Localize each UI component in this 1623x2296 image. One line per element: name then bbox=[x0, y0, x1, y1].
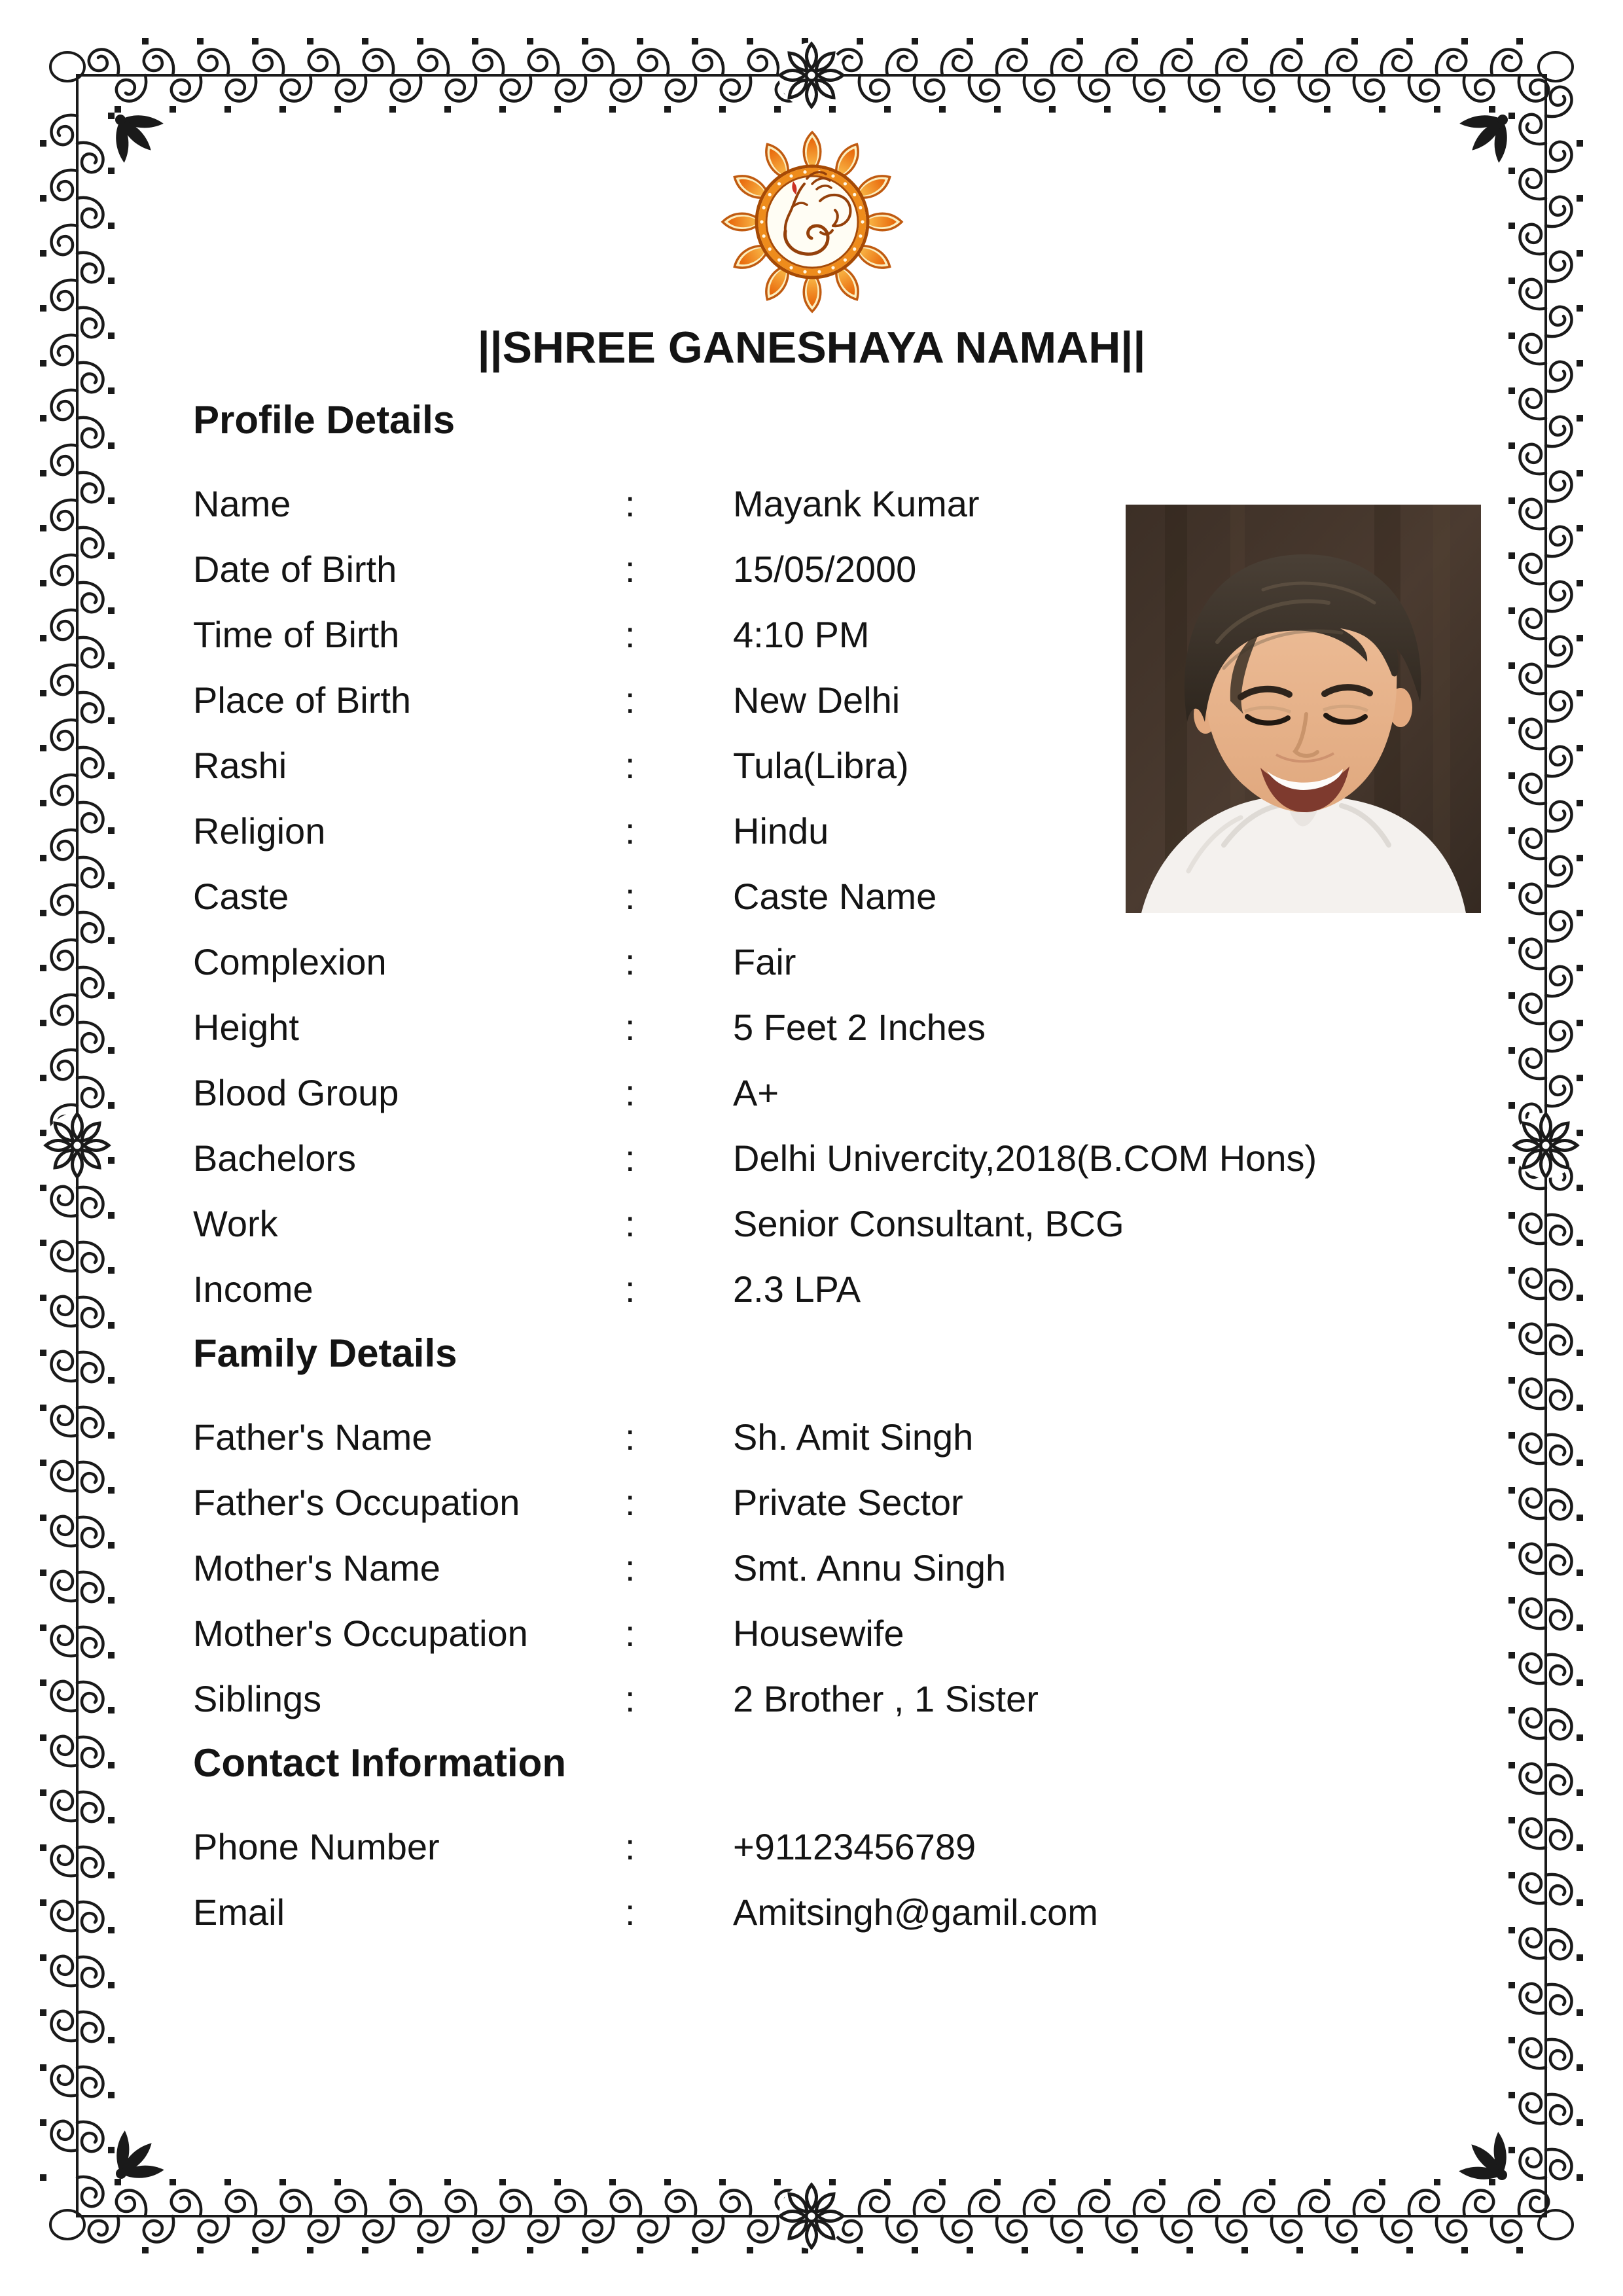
colon-separator: : bbox=[625, 876, 635, 917]
colon-separator: : bbox=[625, 1826, 635, 1867]
ganesha-mandala-icon bbox=[720, 130, 904, 318]
field-value: 5 Feet 2 Inches bbox=[733, 1007, 986, 1048]
field-value: 2 Brother , 1 Sister bbox=[733, 1678, 1039, 1719]
field-value: Delhi Univercity,2018(B.COM Hons) bbox=[733, 1138, 1317, 1179]
colon-separator: : bbox=[625, 1007, 635, 1048]
field-label: Work bbox=[193, 1203, 278, 1244]
field-value: Hindu bbox=[733, 810, 829, 852]
field-label: Email bbox=[193, 1892, 285, 1933]
field-label: Father's Name bbox=[193, 1416, 433, 1458]
field-value: Fair bbox=[733, 941, 796, 982]
colon-separator: : bbox=[625, 1482, 635, 1523]
field-value: A+ bbox=[733, 1072, 779, 1113]
colon-separator: : bbox=[625, 1613, 635, 1654]
field-value: Sh. Amit Singh bbox=[733, 1416, 974, 1458]
field-label: Income bbox=[193, 1268, 313, 1310]
biodata-row bbox=[193, 1814, 1476, 1880]
field-value: Tula(Libra) bbox=[733, 745, 909, 786]
field-label: Mother's Occupation bbox=[193, 1613, 528, 1654]
biodata-row bbox=[193, 1060, 1476, 1126]
colon-separator: : bbox=[625, 1892, 635, 1933]
field-value: Amitsingh@gamil.com bbox=[733, 1892, 1098, 1933]
biodata-row bbox=[193, 1257, 1476, 1322]
colon-separator: : bbox=[625, 810, 635, 852]
colon-separator: : bbox=[625, 1678, 635, 1719]
colon-separator: : bbox=[625, 941, 635, 982]
biodata-row bbox=[193, 1126, 1476, 1191]
field-value: Mayank Kumar bbox=[733, 483, 980, 524]
colon-separator: : bbox=[625, 1138, 635, 1179]
field-label: Phone Number bbox=[193, 1826, 440, 1867]
field-value: Housewife bbox=[733, 1613, 904, 1654]
field-label: Date of Birth bbox=[193, 548, 397, 590]
field-label: Caste bbox=[193, 876, 289, 917]
field-label: Complexion bbox=[193, 941, 387, 982]
colon-separator: : bbox=[625, 1072, 635, 1113]
colon-separator: : bbox=[625, 1268, 635, 1310]
profile-photo bbox=[1126, 505, 1481, 913]
biodata-row bbox=[193, 1666, 1476, 1732]
field-label: Rashi bbox=[193, 745, 287, 786]
field-label: Religion bbox=[193, 810, 326, 852]
field-value: Caste Name bbox=[733, 876, 937, 917]
colon-separator: : bbox=[625, 1203, 635, 1244]
biodata-row bbox=[193, 995, 1476, 1060]
biodata-row bbox=[193, 1405, 1476, 1470]
field-label: Bachelors bbox=[193, 1138, 357, 1179]
colon-separator: : bbox=[625, 614, 635, 655]
field-label: Siblings bbox=[193, 1678, 322, 1719]
field-value: Private Sector bbox=[733, 1482, 963, 1523]
colon-separator: : bbox=[625, 483, 635, 524]
biodata-row bbox=[193, 1191, 1476, 1257]
field-label: Mother's Name bbox=[193, 1547, 440, 1588]
colon-separator: : bbox=[625, 1416, 635, 1458]
section-heading-family-details: Family Details bbox=[193, 1331, 457, 1375]
field-label: Time of Birth bbox=[193, 614, 400, 655]
field-label: Blood Group bbox=[193, 1072, 399, 1113]
colon-separator: : bbox=[625, 1547, 635, 1588]
field-label: Father's Occupation bbox=[193, 1482, 520, 1523]
field-value: 2.3 LPA bbox=[733, 1268, 861, 1310]
field-label: Place of Birth bbox=[193, 679, 412, 721]
section-heading-profile-details: Profile Details bbox=[193, 398, 455, 442]
field-value: New Delhi bbox=[733, 679, 901, 721]
field-value: Senior Consultant, BCG bbox=[733, 1203, 1124, 1244]
biodata-row bbox=[193, 1535, 1476, 1601]
biodata-row bbox=[193, 1880, 1476, 1945]
field-label: Height bbox=[193, 1007, 299, 1048]
biodata-row bbox=[193, 1470, 1476, 1535]
field-value: Smt. Annu Singh bbox=[733, 1547, 1007, 1588]
colon-separator: : bbox=[625, 745, 635, 786]
invocation-title: ||SHREE GANESHAYA NAMAH|| bbox=[477, 323, 1146, 372]
section-heading-contact-information: Contact Information bbox=[193, 1741, 566, 1785]
colon-separator: : bbox=[625, 679, 635, 721]
field-value: 4:10 PM bbox=[733, 614, 870, 655]
field-value: +91123456789 bbox=[733, 1826, 976, 1867]
biodata-row bbox=[193, 929, 1476, 995]
biodata-row bbox=[193, 1601, 1476, 1666]
field-label: Name bbox=[193, 483, 291, 524]
colon-separator: : bbox=[625, 548, 635, 590]
field-value: 15/05/2000 bbox=[733, 548, 917, 590]
